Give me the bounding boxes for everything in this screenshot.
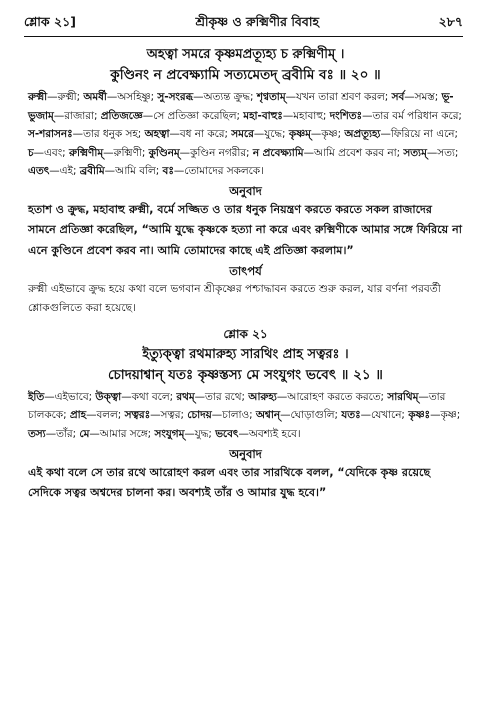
synonym-word: সত্বরঃ bbox=[124, 409, 151, 422]
synonym-word: রুক্মী bbox=[28, 91, 48, 103]
synonym-meaning: —যুদ্ধ; bbox=[184, 428, 216, 441]
synonym-word: সংযুগম্ bbox=[154, 428, 185, 441]
synonym-meaning: —অসহিষ্ণু; bbox=[106, 91, 158, 103]
synonym-meaning: —এইভাবে; bbox=[44, 390, 96, 403]
synonym-meaning: —সে প্রতিজ্ঞা করেছিল; bbox=[142, 109, 244, 122]
synonym-meaning: —বলল; bbox=[86, 409, 125, 422]
synonym-meaning: —যখন তারা শ্রবণ করল; bbox=[285, 91, 392, 103]
synonym-word: স-শরাসনঃ bbox=[28, 128, 73, 141]
synonym-meaning: —বধ না করে; bbox=[169, 128, 232, 141]
synonym-word: সারথিম্ bbox=[387, 390, 419, 403]
synonym-word: তস্য bbox=[28, 428, 46, 441]
translation-20: হতাশ ও ক্রুদ্ধ, মহাবাহু রুক্মী, বর্মে সজ্জিত ও তার ধনুক নিয়ন্ত্রণ করতে করতে সকল রাজাদের সামনে প্রতিজ্ঞা করেছিল, “আমি যুদ্ধে কৃষ্ণকে হত্যা না করে এবং রুক্মিণীকে আমার সঙ্গে ফিরিয়ে না এনে কুণ্ডিনে প্রবেশ করব না। আমি তোমাদের কাছে এই প্রতিজ্ঞা করলাম।” bbox=[28, 202, 462, 257]
synonym-word: অপ্রত্যূহ্য bbox=[344, 128, 381, 141]
header-verse-ref: শ্লোক ২১] bbox=[24, 14, 76, 29]
translation-21: এই কথা বলে সে তার রথে আরোহণ করল এবং তার সারথিকে বলল, “যেদিকে কৃষ্ণ রয়েছে সেদিকে সত্বর অশ্বদের চালনা কর। অবশ্যই তাঁর ও আমার যুদ্ধ হবে।” bbox=[28, 465, 431, 499]
synonym-meaning: —তার ধনুক সহ; bbox=[72, 128, 145, 141]
synonym-word: রুক্মিণীম্ bbox=[68, 146, 104, 159]
synonym-meaning: —তাঁর; bbox=[45, 428, 80, 441]
synonym-word: আরুহ্য bbox=[248, 390, 277, 403]
synonym-meaning: —রুক্মিণী; bbox=[103, 146, 149, 159]
verse-21-line-1: ইত্যুক্ত্বা রথমারুহ্য সারথিং প্রাহ সত্বরঃ । bbox=[142, 346, 349, 362]
synonym-meaning: —আমি বলি; bbox=[104, 165, 163, 178]
verse-20-sanskrit bbox=[28, 44, 463, 86]
synonym-word: ভূ-ভুজাম্ bbox=[28, 91, 454, 122]
purport-heading: তাৎপর্য bbox=[229, 263, 262, 278]
synonym-meaning: —কথা বলে; bbox=[121, 390, 177, 403]
synonym-word: ইতি bbox=[28, 390, 45, 403]
synonym-word: প্রতিজজ্ঞে bbox=[100, 109, 143, 122]
synonym-word: অমর্ষী bbox=[83, 91, 107, 103]
synonym-meaning: —চালাও; bbox=[211, 409, 256, 422]
synonym-meaning: —যেখানে; bbox=[360, 409, 409, 422]
verse-20-line-2: কুণ্ডিনং ন প্রবেক্ষ্যামি সত্যমেতদ্ ব্রবীমি বঃ ॥ ২০ ॥ bbox=[110, 67, 381, 83]
page-content bbox=[28, 44, 463, 503]
synonym-meaning: —সমস্ত; bbox=[404, 91, 442, 103]
synonym-meaning: —এই; bbox=[49, 165, 80, 178]
synonym-word: ভবেৎ bbox=[215, 428, 239, 441]
synonym-word: বঃ bbox=[162, 165, 174, 178]
synonym-meaning: —কুণ্ডিন নগরীর; bbox=[179, 146, 253, 159]
synonym-word: সু-সংরব্ধ bbox=[157, 91, 194, 103]
synonym-meaning: —কৃষ্ণ; bbox=[310, 128, 345, 141]
verse-21-sanskrit bbox=[28, 344, 463, 386]
synonym-word: চ bbox=[28, 146, 34, 159]
synonym-word: উক্ত্বা bbox=[95, 390, 122, 403]
synonym-word: কৃষ্ণঃ bbox=[408, 409, 431, 422]
synonym-word: চোদয় bbox=[187, 409, 212, 422]
synonym-meaning: —তোমাদের সকলকে। bbox=[173, 165, 264, 178]
verse-21-line-2: চোদয়াশ্বান্ যতঃ কৃষ্ণস্তস্য মে সংযুগং ভবেৎ ॥ ২১ ॥ bbox=[108, 366, 383, 383]
synonym-word: অশ্বান্ bbox=[255, 409, 281, 422]
synonym-word: কুণ্ডিনম্ bbox=[148, 146, 180, 159]
synonym-meaning: —রাজারা; bbox=[53, 109, 101, 122]
synonym-meaning: —রুক্মী; bbox=[47, 91, 84, 103]
synonym-word: সর্ব bbox=[391, 91, 405, 103]
header-page-number: ২৮৭ bbox=[438, 14, 463, 29]
synonym-meaning: —ফিরিয়ে না এনে; bbox=[380, 128, 458, 141]
translation-heading-21: অনুবাদ bbox=[229, 446, 262, 461]
synonyms-20 bbox=[28, 88, 463, 181]
synonym-meaning: —সত্বর; bbox=[150, 409, 188, 422]
synonym-meaning: —অত্যন্ত ক্রুদ্ধ; bbox=[193, 91, 257, 103]
synonym-meaning: —তার বর্ম পরিধান করে; bbox=[362, 109, 462, 122]
synonym-meaning: —আরোহণ করতে করতে; bbox=[276, 390, 388, 403]
synonym-meaning: —এবং; bbox=[33, 146, 69, 159]
synonym-meaning: —তার চালককে; bbox=[28, 390, 446, 422]
sloka-21-heading: শ্লোক ২১ bbox=[223, 326, 268, 341]
synonym-word: কৃষ্ণম্ bbox=[288, 128, 311, 141]
synonyms-21 bbox=[28, 388, 463, 444]
synonym-word: এতৎ bbox=[28, 165, 50, 178]
synonym-meaning: —যুদ্ধে; bbox=[253, 128, 289, 141]
synonym-word: দংশিতঃ bbox=[329, 109, 363, 122]
synonym-word: অহত্বা bbox=[144, 128, 170, 141]
synonym-word: শৃণ্বতাম্ bbox=[256, 91, 286, 103]
synonym-meaning: —আমি প্রবেশ করব না; bbox=[303, 146, 404, 159]
synonym-word: ন প্রবেক্ষ্যামি bbox=[252, 146, 304, 159]
synonym-word: ব্রবীমি bbox=[79, 165, 105, 178]
synonym-word: সমরে bbox=[231, 128, 254, 141]
synonym-word: প্রাহ bbox=[69, 409, 87, 422]
synonym-meaning: —মহাবাহু; bbox=[282, 109, 330, 122]
purport-20: রুক্মী এইভাবে ক্রুদ্ধ হয়ে কথা বলে ভগবান শ্রীকৃষ্ণের পশ্চাদ্ধাবন করতে শুরু করল, যার বর্ণনা পরবর্তী শ্লোকগুলিতে করা হয়েছে। bbox=[28, 282, 441, 314]
header-rule bbox=[24, 36, 463, 37]
synonym-word: মে bbox=[79, 428, 90, 441]
synonym-meaning: —তার রথে; bbox=[194, 390, 249, 403]
verse-20-line-1: অহত্বা সমরে কৃষ্ণমপ্রত্যূহ্য চ রুক্মিণীম্ । bbox=[146, 47, 345, 62]
synonym-word: রথম্ bbox=[176, 390, 195, 403]
header-chapter-title: শ্রীকৃষ্ণ ও রুক্মিণীর বিবাহ bbox=[195, 14, 320, 29]
synonym-meaning: —অবশ্যই হবে। bbox=[238, 428, 301, 441]
translation-heading-20: অনুবাদ bbox=[229, 183, 262, 198]
synonym-word: মহা-বাহুঃ bbox=[243, 109, 283, 122]
synonym-word: সত্যম্ bbox=[403, 146, 427, 159]
synonym-meaning: —সত্য; bbox=[426, 146, 459, 159]
synonym-word: যতঃ bbox=[341, 409, 361, 422]
synonym-meaning: —আমার সঙ্গে; bbox=[89, 428, 155, 441]
synonym-meaning: —কৃষ্ণ; bbox=[430, 409, 461, 422]
running-header bbox=[24, 10, 463, 34]
synonym-meaning: —ঘোড়াগুলি; bbox=[280, 409, 342, 422]
